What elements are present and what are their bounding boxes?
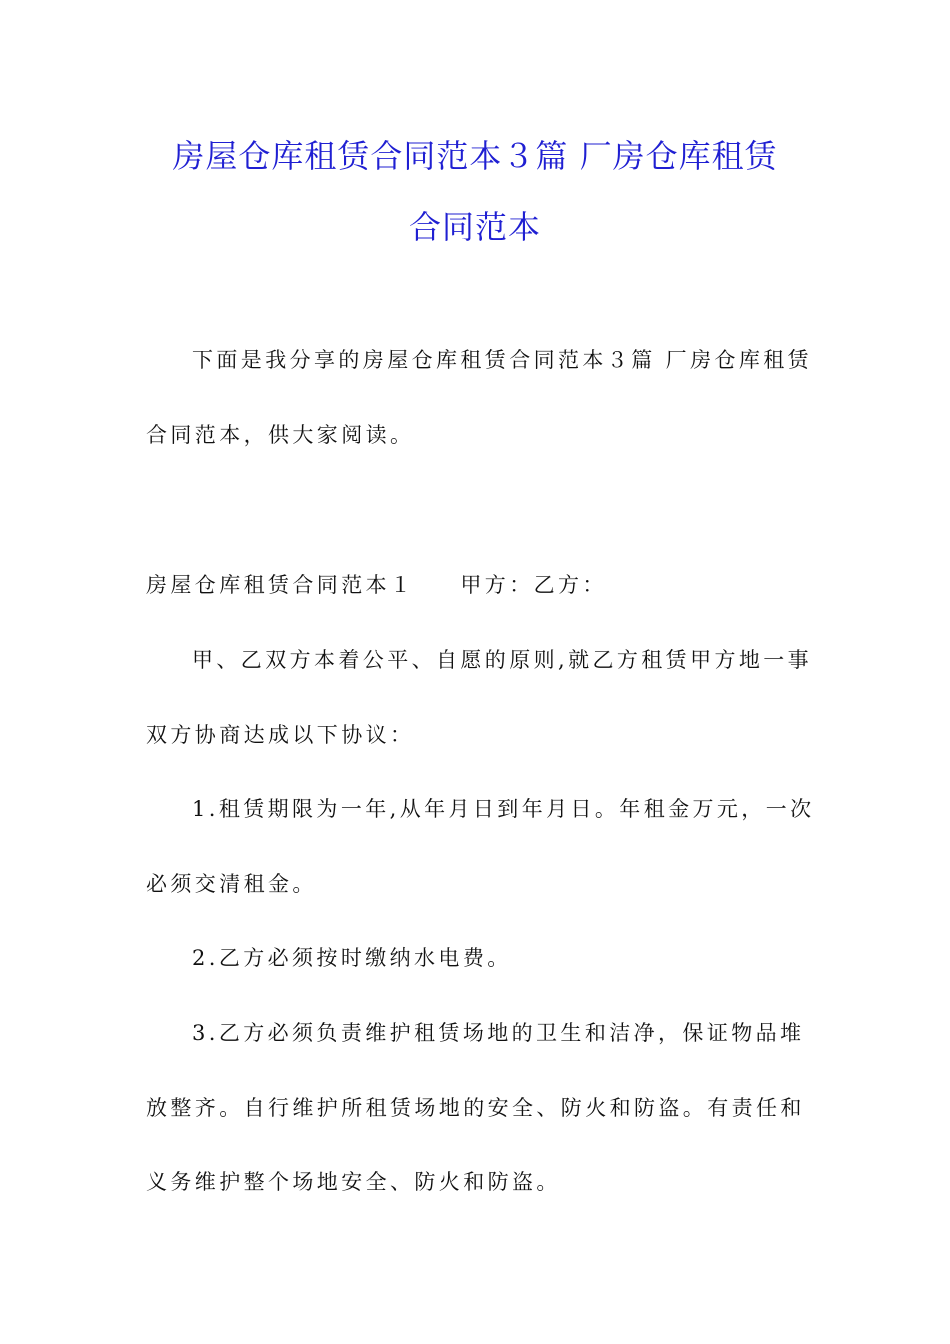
para1-line2: 双方协商达成以下协议： bbox=[146, 723, 415, 747]
item1-line2: 必须交清租金。 bbox=[146, 872, 317, 896]
para1-line1: 甲、乙双方本着公平、自愿的原则,就乙方租赁甲方地一事 bbox=[192, 648, 813, 672]
item3-line2: 放整齐。自行维护所租赁场地的安全、防火和防盗。有责任和 bbox=[146, 1096, 805, 1120]
parties-label: 甲方：乙方： bbox=[460, 573, 607, 597]
intro-line2: 合同范本，供大家阅读。 bbox=[146, 423, 415, 447]
document-title-line2: 合同范本 bbox=[408, 208, 541, 246]
item1-line1: 1.租赁期限为一年,从年月日到年月日。年租金万元，一次 bbox=[192, 797, 815, 821]
intro-line1: 下面是我分享的房屋仓库租赁合同范本３篇 厂房仓库租赁 bbox=[192, 348, 813, 372]
item3-line3: 义务维护整个场地安全、防火和防盗。 bbox=[146, 1170, 561, 1194]
document-title-line1: 房屋仓库租赁合同范本３篇 厂房仓库租赁 bbox=[172, 137, 778, 175]
item2-line1: 2.乙方必须按时缴纳水电费。 bbox=[192, 946, 512, 970]
section-heading: 房屋仓库租赁合同范本１ bbox=[146, 573, 415, 597]
section-heading-row bbox=[146, 570, 808, 600]
item3-line1: 3.乙方必须负责维护租赁场地的卫生和洁净，保证物品堆 bbox=[192, 1021, 805, 1045]
